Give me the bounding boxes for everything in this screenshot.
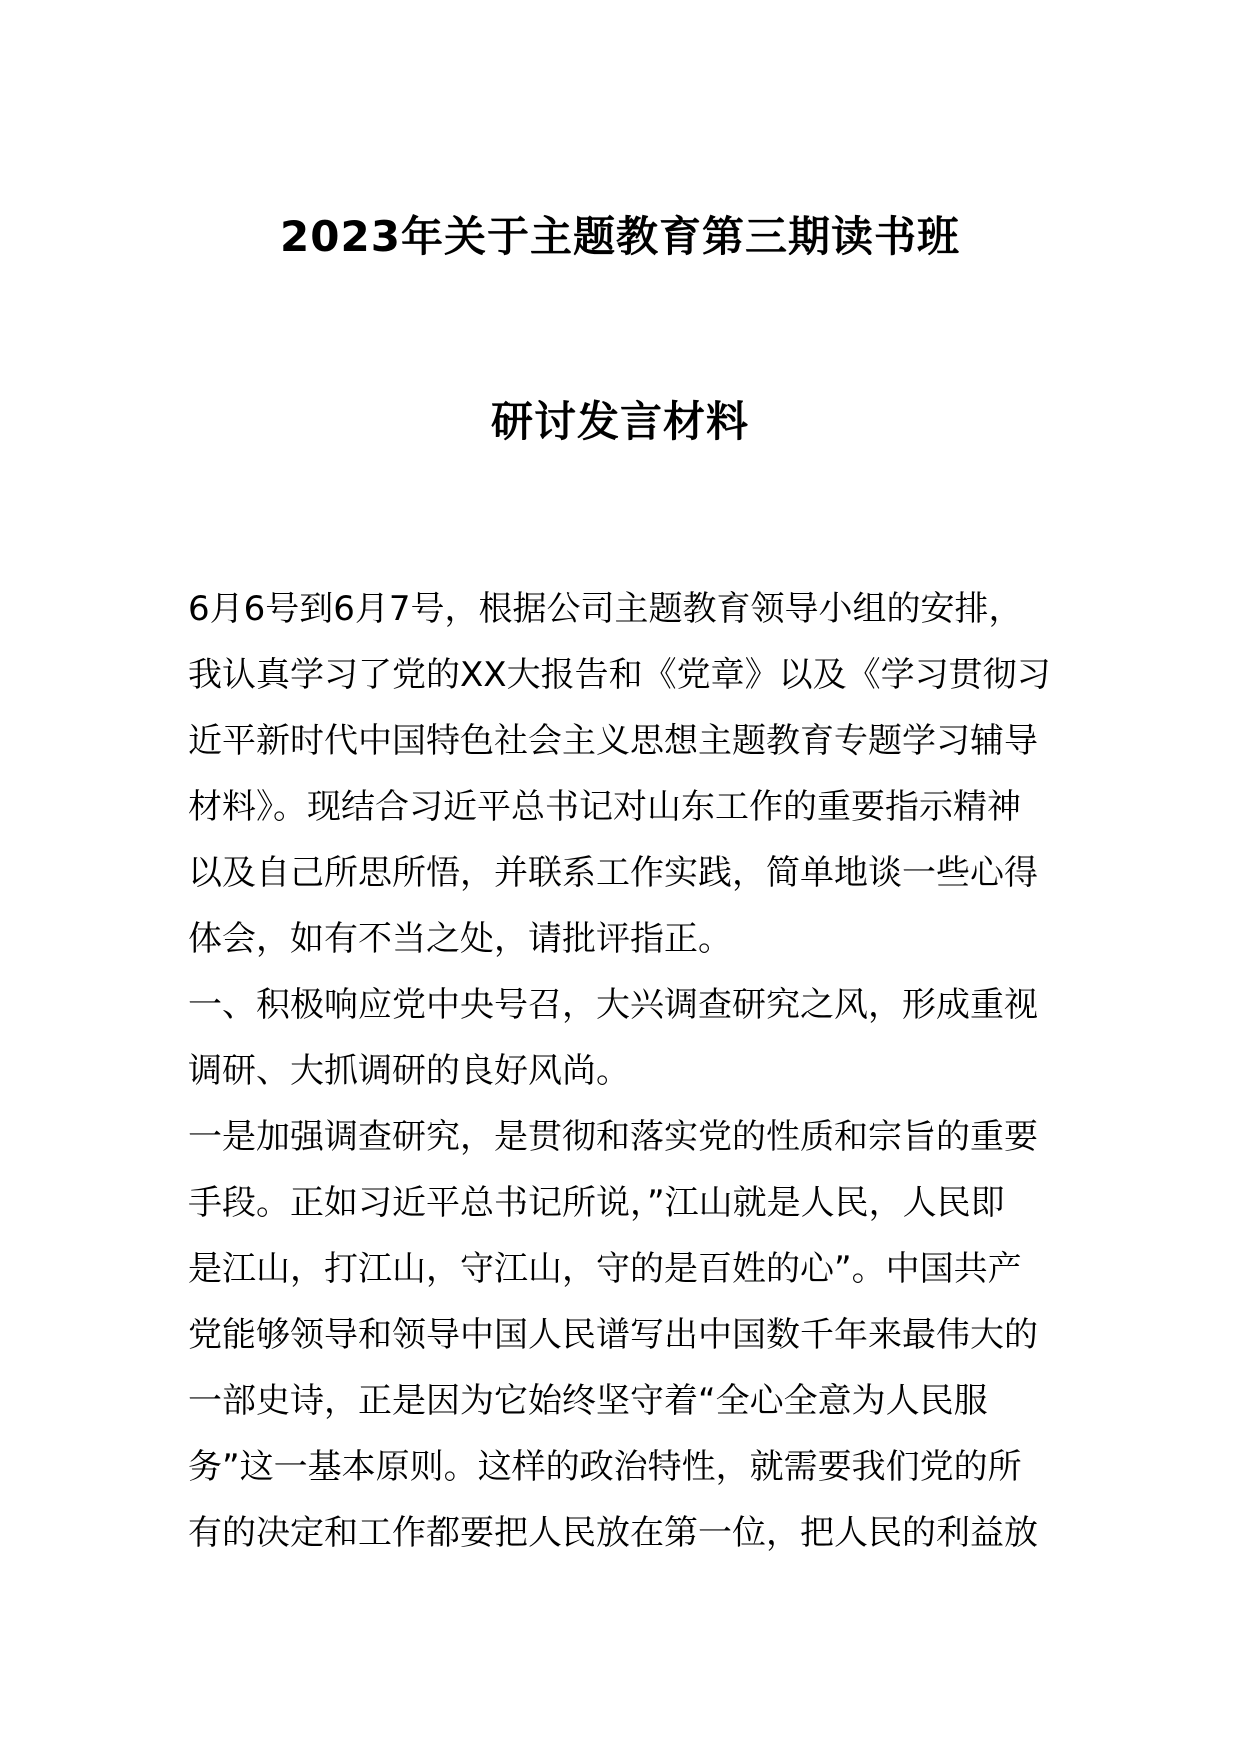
body-line: 有的决定和工作都要把人民放在第一位，把人民的利益放 (188, 1513, 1038, 1553)
body-line: 我认真学习了党的XX大报告和《党章》以及《学习贯彻习 (188, 655, 1051, 695)
body-line: 党能够领导和领导中国人民谱写出中国数千年来最伟大的 (188, 1315, 1038, 1355)
document-title-line-1: 2023年关于主题教育第三期读书班 (280, 212, 960, 261)
body-line: 以及自己所思所悟，并联系工作实践，简单地谈一些心得 (188, 853, 1038, 893)
body-line: 手段。正如习近平总书记所说，”江山就是人民，人民即 (188, 1183, 1005, 1223)
document-title-line-2: 研讨发言材料 (490, 397, 749, 446)
body-line: 是江山，打江山，守江山，守的是百姓的心”。中国共产 (188, 1249, 1022, 1289)
body-line: 近平新时代中国特色社会主义思想主题教育专题学习辅导 (188, 721, 1038, 761)
document-body (188, 576, 1068, 1566)
body-line: 务”这一基本原则。这样的政治特性，就需要我们党的所 (188, 1447, 1022, 1487)
body-line: 体会，如有不当之处，请批评指正。 (188, 919, 732, 959)
body-line: 一是加强调查研究，是贯彻和落实党的性质和宗旨的重要 (188, 1117, 1038, 1157)
body-line: 材料》。现结合习近平总书记对山东工作的重要指示精神 (188, 787, 1021, 827)
section-heading-line: 一、积极响应党中央号召，大兴调查研究之风，形成重视 (188, 985, 1038, 1025)
body-line: 6月6号到6月7号，根据公司主题教育领导小组的安排， (188, 589, 1023, 629)
body-line: 一部史诗，正是因为它始终坚守着“全心全意为人民服 (188, 1381, 988, 1421)
section-heading-line: 调研、大抓调研的良好风尚。 (188, 1051, 630, 1091)
